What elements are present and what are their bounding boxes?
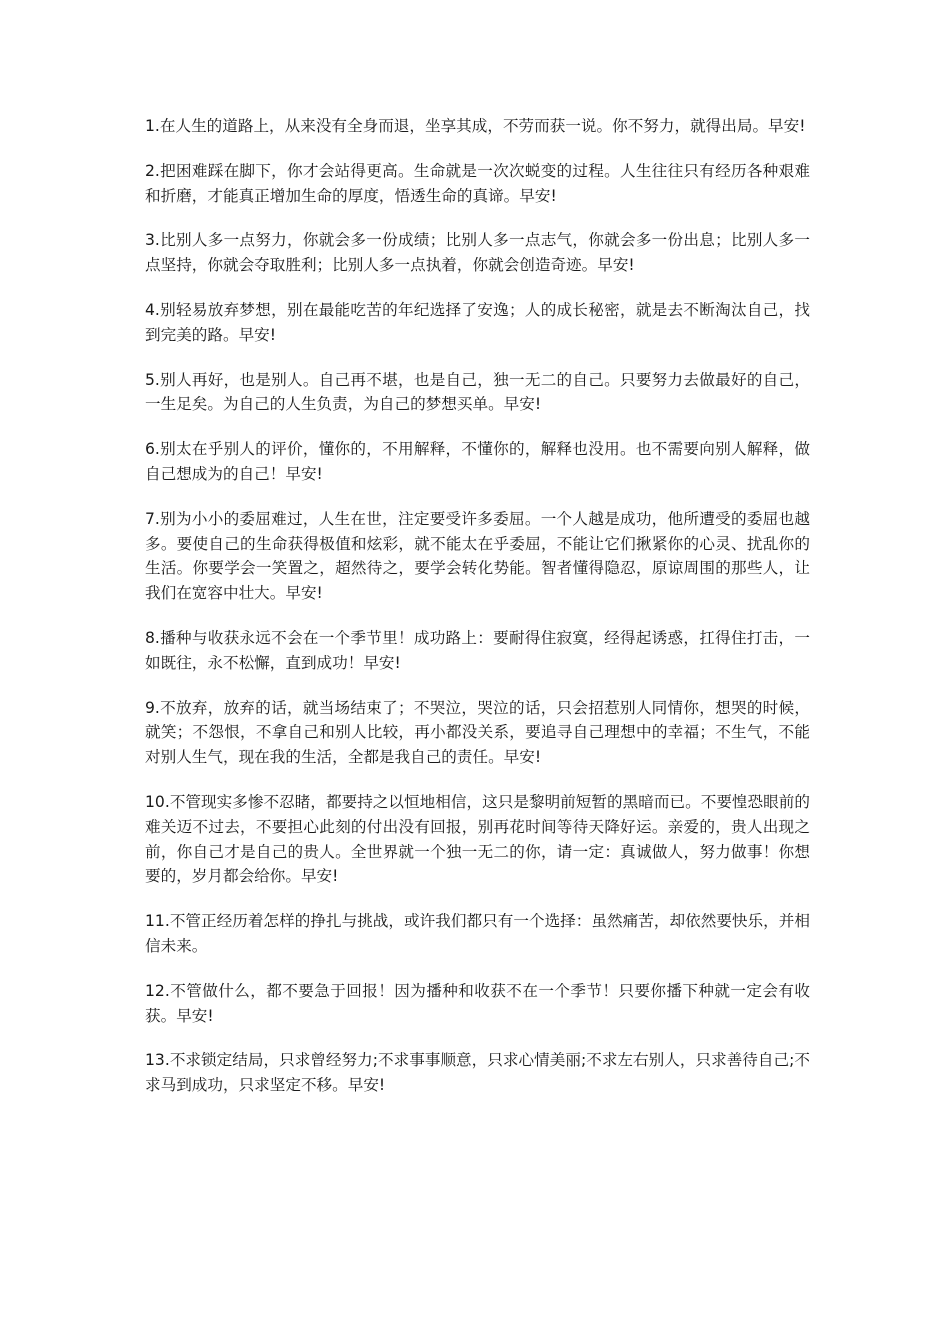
paragraph-4: 4.别轻易放弃梦想，别在最能吃苦的年纪选择了安逸；人的成长秘密，就是去不断淘汰自己，找到完美的路。早安! <box>145 300 810 344</box>
paragraph-7: 7.别为小小的委屈难过，人生在世，注定要受许多委屈。一个人越是成功，他所遭受的委屈也越多。要使自己的生命获得极值和炫彩，就不能太在乎委屈，不能让它们揪紧你的心灵、扰乱你的生活。你要学会一笑置之，超然待之，要学会转化势能。智者懂得隐忍，原谅周围的那些人，让我们在宽容中壮大。早安! <box>145 509 810 603</box>
paragraph-10: 10.不管现实多惨不忍睹，都要持之以恒地相信，这只是黎明前短暂的黑暗而已。不要惶恐眼前的难关迈不过去，不要担心此刻的付出没有回报，别再花时间等待天降好运。亲爱的，贵人出现之前，你自己才是自己的贵人。全世界就一个独一无二的你，请一定：真诚做人，努力做事！你想要的，岁月都会给你。早安! <box>145 792 810 886</box>
paragraph-2: 2.把困难踩在脚下，你才会站得更高。生命就是一次次蜕变的过程。人生往往只有经历各种艰难和折磨，才能真正增加生命的厚度，悟透生命的真谛。早安! <box>145 161 810 205</box>
paragraph-3: 3.比别人多一点努力，你就会多一份成绩；比别人多一点志气，你就会多一份出息；比别人多一点坚持，你就会夺取胜利；比别人多一点执着，你就会创造奇迹。早安! <box>145 231 810 275</box>
paragraph-12: 12.不管做什么，都不要急于回报！因为播种和收获不在一个季节！只要你播下种就一定会有收获。早安! <box>145 981 810 1025</box>
paragraph-11: 11.不管正经历着怎样的挣扎与挑战，或许我们都只有一个选择：虽然痛苦，却依然要快乐，并相信未来。 <box>145 912 810 955</box>
paragraph-5: 5.别人再好，也是别人。自己再不堪，也是自己，独一无二的自己。只要努力去做最好的自己，一生足矣。为自己的人生负责，为自己的梦想买单。早安! <box>145 370 810 414</box>
paragraph-13: 13.不求锁定结局，只求曾经努力;不求事事顺意，只求心情美丽;不求左右别人，只求善待自己;不求马到成功，只求坚定不移。早安! <box>145 1051 810 1095</box>
paragraph-8: 8.播种与收获永远不会在一个季节里！成功路上：要耐得住寂寞，经得起诱惑，扛得住打击，一如既往，永不松懈，直到成功！早安! <box>145 628 810 672</box>
paragraph-9: 9.不放弃，放弃的话，就当场结束了；不哭泣，哭泣的话，只会招惹别人同情你，想哭的时候，就笑；不怨恨，不拿自己和别人比较，再小都没关系，要追寻自己理想中的幸福；不生气，不能对别人生气，现在我的生活，全都是我自己的责任。早安! <box>145 698 810 767</box>
paragraph-1: 1.在人生的道路上，从来没有全身而退，坐享其成，不劳而获一说。你不努力，就得出局。早安! <box>145 117 806 135</box>
document-body <box>145 114 810 1118</box>
paragraph-6: 6.别太在乎别人的评价，懂你的，不用解释，不懂你的，解释也没用。也不需要向别人解释，做自己想成为的自己！早安! <box>145 440 810 483</box>
